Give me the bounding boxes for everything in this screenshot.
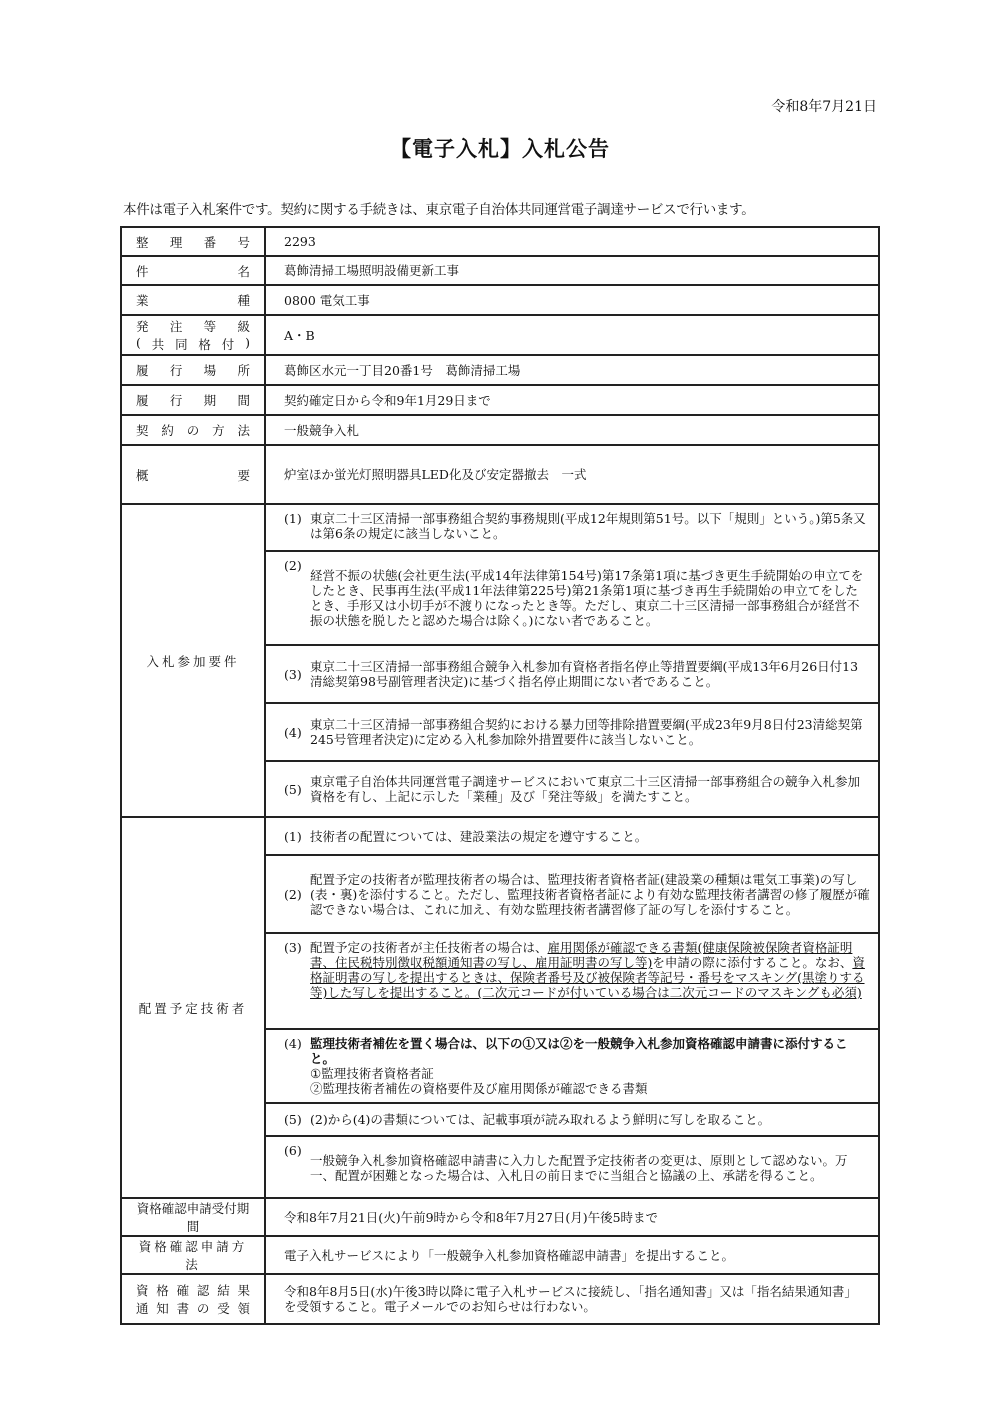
list-item xyxy=(266,1030,878,1104)
label-kikan xyxy=(121,385,265,415)
label-char: 同 xyxy=(175,337,188,352)
label-char: 号 xyxy=(237,234,250,250)
item-number: (1) xyxy=(284,828,302,844)
list-item xyxy=(266,552,878,646)
row-label xyxy=(136,361,250,379)
label-char: 資 xyxy=(136,1283,149,1298)
value-uketsuke: 令和8年7月21日(火)午前9時から令和8年7月27日(月)午後5時まで xyxy=(265,1198,879,1236)
label-char: 領 xyxy=(237,1301,250,1316)
label-char: 履 xyxy=(136,393,149,408)
label-char: 等 xyxy=(203,319,217,334)
value-seiri: 2293 xyxy=(265,227,879,256)
value-hatchu: A・B xyxy=(265,315,879,355)
item-number: (5) xyxy=(284,1112,302,1127)
list-item xyxy=(266,704,878,762)
text-underlined: 資格証明書の写しを提出するときは、保険者番号及び被保険者等記号・番号をマスキング(黒塗りする等)した写しを提出すること。(二次元コードが付いている場合は二次元コードのマスキングも必須) xyxy=(310,955,865,1000)
item-text: (2)から(4)の書類については、記載事項が読み取れるよう鮮明に写しを取ること。 xyxy=(310,1112,771,1127)
value-basho: 葛飾区水元一丁目20番1号 葛飾清掃工場 xyxy=(265,355,879,385)
list-item xyxy=(266,646,878,704)
label-char: 方 xyxy=(212,423,225,438)
label-basho xyxy=(121,355,265,385)
label-char: 通 xyxy=(136,1301,149,1316)
label-nyusatsu xyxy=(121,504,265,817)
item-number: (4) xyxy=(284,1036,302,1051)
row-seiri xyxy=(121,227,879,256)
item-text: 配置予定の技術者が監理技術者の場合は、監理技術者資格者証(建設業の種類は電気工事業)の写し(表・裏)を添付すること。ただし、監理技術者資格者証により有効な監理技術者講習の修了履歴が確認できない場合は、これに加え、有効な監理技術者講習修了証の写しを添付すること。 xyxy=(310,871,870,917)
item-number: (6) xyxy=(284,1143,302,1158)
label-char: 整 xyxy=(136,234,149,250)
label-char: 期 xyxy=(203,393,217,408)
label-char: 格 xyxy=(198,337,211,352)
row-basho xyxy=(121,355,879,385)
item-number: (3) xyxy=(284,666,302,682)
value-gyoshu: 0800 電気工事 xyxy=(265,285,879,315)
text-part: を申請の際に添付すること。なお、 xyxy=(652,955,853,970)
label-hoho xyxy=(121,415,265,445)
label-kekka xyxy=(121,1274,265,1324)
label-char: 業 xyxy=(136,293,149,308)
label-char: 約 xyxy=(161,423,174,438)
label-char: 場 xyxy=(203,363,217,378)
value-ken: 葛飾清掃工場照明設備更新工事 xyxy=(265,256,879,285)
label-char: の xyxy=(196,1301,210,1316)
label-char: 概 xyxy=(136,467,149,483)
label-char: 知 xyxy=(156,1301,169,1316)
row-label xyxy=(136,421,250,439)
label-gaiyo xyxy=(121,445,265,504)
value-kekka: 令和8年8月5日(水)午後3時以降に電子入札サービスに接続し、「指名通知書」又は「指名結果通知書」を受領すること。電子メールでのお知らせは行わない。 xyxy=(265,1274,879,1324)
notice-table xyxy=(120,226,880,1325)
label-char: 契 xyxy=(136,423,149,438)
label-char: 名 xyxy=(237,263,250,279)
row-gaiyo xyxy=(121,445,879,504)
label-seiri xyxy=(121,227,265,256)
label-shinsei xyxy=(121,1236,265,1274)
item-number: (4) xyxy=(284,724,302,740)
label-uketsuke xyxy=(121,1198,265,1236)
item-text: 東京二十三区清掃一部事務組合契約における暴力団等排除措置要綱(平成23年9月8日付23清総契第245号管理者決定)に定める入札参加除外措置要件に該当しないこと。 xyxy=(310,717,863,747)
label-gyoshu xyxy=(121,285,265,315)
item-number: (5) xyxy=(284,781,302,797)
uketsuke-label: 資格確認申請受付期間 xyxy=(136,1201,250,1234)
label-char: 確 xyxy=(176,1283,190,1298)
label-char: 行 xyxy=(169,393,183,408)
value-gaiyo: 炉室ほか蛍光灯照明器具LED化及び安定器撤去 一式 xyxy=(265,445,879,504)
label-char: ( xyxy=(136,335,141,350)
label-char: 共 xyxy=(151,337,165,352)
text-underlined: 雇用関係が確認できる書類(健康保険被保険者資格証明書、住民税特別徴収税額通知書の写し、雇用証明書の写し等) xyxy=(310,940,853,970)
row-nyusatsu xyxy=(121,504,879,817)
text-line: ②監理技術者補佐の資格要件及び雇用関係が確認できる書類 xyxy=(310,1081,648,1096)
label-char: 種 xyxy=(237,293,250,308)
text-part: 配置予定の技術者が主任技術者の場合は、 xyxy=(310,940,548,955)
label-char: 受 xyxy=(217,1301,230,1316)
item-text xyxy=(310,1036,870,1096)
label-char: 発 xyxy=(136,319,149,334)
label-char: 所 xyxy=(237,363,250,378)
label-char: 級 xyxy=(237,319,250,334)
intro-text: 本件は電子入札案件です。契約に関する手続きは、東京電子自治体共同運営電子調達サービスで行います。 xyxy=(123,202,755,218)
nyusatsu-label: 入札参加要件 xyxy=(146,653,240,669)
row-ken xyxy=(121,256,879,285)
haichi-label: 配置予定技術者 xyxy=(138,1000,248,1016)
label-char: 書 xyxy=(176,1301,190,1316)
item-text: 東京電子自治体共同運営電子調達サービスにおいて東京二十三区清掃一部事務組合の競争入札参加資格を有し、上記に示した「業種」及び「発注等級」を満たすこと。 xyxy=(310,774,861,804)
item-text xyxy=(310,940,870,1022)
item-text: 東京二十三区清掃一部事務組合契約事務規則(平成12年規則第51号。以下「規則」という。)第5条又は第6条の規定に該当しないこと。 xyxy=(310,511,866,541)
row-label xyxy=(136,262,250,280)
row-uketsuke xyxy=(121,1198,879,1236)
notice-date: 令和8年7月21日 xyxy=(771,99,877,115)
row-kekka xyxy=(121,1274,879,1324)
row-label xyxy=(136,1281,250,1299)
item-text: 技術者の配置については、建設業法の規定を遵守すること。 xyxy=(310,828,648,844)
row-label xyxy=(136,335,250,353)
label-char: 付 xyxy=(221,337,235,352)
label-char: 行 xyxy=(169,363,183,378)
row-hatchu xyxy=(121,315,879,355)
list-item xyxy=(266,505,878,552)
label-char: 理 xyxy=(169,234,183,250)
label-char: 認 xyxy=(196,1283,210,1298)
value-shinsei: 電子入札サービスにより「一般競争入札参加資格確認申請書」を提出すること。 xyxy=(265,1236,879,1274)
label-ken xyxy=(121,256,265,285)
row-label xyxy=(136,233,250,251)
label-char: 番 xyxy=(203,234,217,250)
row-gyoshu xyxy=(121,285,879,315)
row-label xyxy=(136,317,250,335)
item-text: 一般競争入札参加資格確認申請書に入力した配置予定技術者の変更は、原則として認めない。万一、配置が困難となった場合は、入札日の前日までに当組合と協議の上、承諾を得ること。 xyxy=(310,1153,848,1183)
label-char: 法 xyxy=(237,423,250,438)
row-label xyxy=(136,391,250,409)
row-label xyxy=(136,466,250,484)
page-title: 【電子入札】入札公告 xyxy=(390,136,610,161)
item-number: (1) xyxy=(284,511,302,526)
nyusatsu-items xyxy=(265,504,879,817)
item-number: (2) xyxy=(284,558,302,573)
shinsei-label: 資格確認申請方法 xyxy=(138,1239,248,1272)
value-hoho: 一般競争入札 xyxy=(265,415,879,445)
list-item xyxy=(266,818,878,856)
list-item xyxy=(266,856,878,934)
label-char: ) xyxy=(245,335,250,350)
list-item xyxy=(266,934,878,1030)
list-item xyxy=(266,762,878,816)
item-number: (2) xyxy=(284,886,302,902)
item-text: 東京二十三区清掃一部事務組合競争入札参加有資格者指名停止等措置要綱(平成13年6月26日付13清総契第98号副管理者決定)に基づく指名停止期間にない者であること。 xyxy=(310,659,859,689)
label-char: 要 xyxy=(237,467,250,483)
label-char: 果 xyxy=(237,1283,250,1298)
label-char: の xyxy=(186,423,200,438)
value-kikan: 契約確定日から令和9年1月29日まで xyxy=(265,385,879,415)
row-kikan xyxy=(121,385,879,415)
label-char: 注 xyxy=(169,319,183,334)
row-haichi xyxy=(121,817,879,1198)
item-number: (3) xyxy=(284,940,302,955)
row-label xyxy=(136,1299,250,1317)
text-bold: 監理技術者補佐を置く場合は、以下の①又は②を一般競争入札参加資格確認申請書に添付すること。 xyxy=(310,1036,848,1066)
label-haichi xyxy=(121,817,265,1198)
item-text: 経営不振の状態(会社更生法(平成14年法律第154号)第17条第1項に基づき更生手続開始の申立てをしたとき、民事再生法(平成11年法律第225号)第21条第1項に基づき再生手続開始の申立てをしたとき、手形又は小切手が不渡りになったとき等。ただし、東京二十三区清掃一部事務組合が経営不振の状態を脱したと認めた場合は除く。)にない者であること。 xyxy=(310,568,864,628)
label-char: 件 xyxy=(136,263,149,279)
row-hoho xyxy=(121,415,879,445)
label-char: 間 xyxy=(237,393,250,408)
label-char: 結 xyxy=(217,1283,230,1298)
text-line: ①監理技術者資格者証 xyxy=(310,1066,434,1081)
label-char: 格 xyxy=(156,1283,169,1298)
label-hatchu xyxy=(121,315,265,355)
row-shinsei xyxy=(121,1236,879,1274)
list-item xyxy=(266,1137,878,1197)
list-item xyxy=(266,1104,878,1137)
label-char: 履 xyxy=(136,363,149,378)
haichi-items xyxy=(265,817,879,1198)
row-label xyxy=(136,291,250,309)
